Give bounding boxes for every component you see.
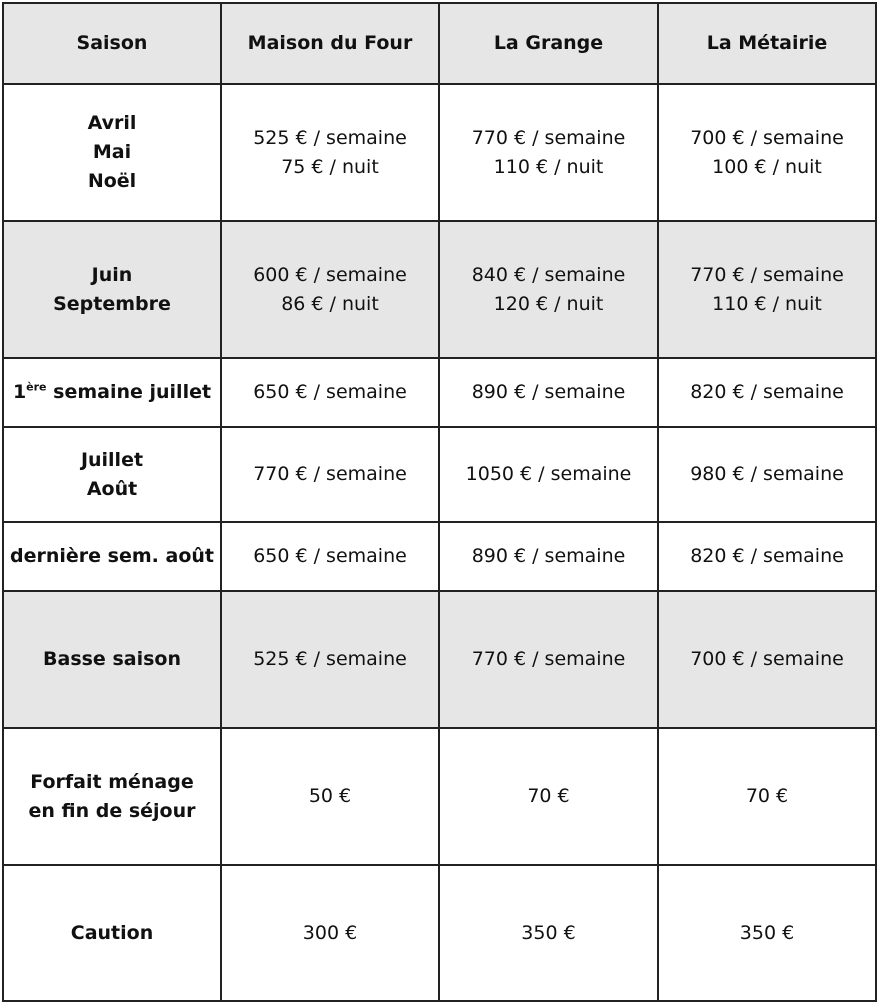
- season-line: Caution: [70, 921, 154, 944]
- price-cell-la-metairie: [658, 591, 876, 728]
- nightly-price: 75 € / nuit: [281, 155, 379, 178]
- nightly-price: 110 € / nuit: [493, 155, 604, 178]
- deposit-cell-la-metairie: [658, 865, 876, 1001]
- fee-value: 70 €: [527, 785, 570, 807]
- price-cell-maison-du-four: [221, 84, 439, 221]
- price-cell-la-grange: [439, 221, 658, 358]
- season-line: en fin de séjour: [28, 799, 196, 822]
- price-cell-la-grange: [439, 427, 658, 522]
- price-cell-maison-du-four: [221, 522, 439, 591]
- season-line: Avril: [87, 112, 137, 134]
- weekly-price: 700 € / semaine: [690, 126, 844, 149]
- season-line: Septembre: [53, 292, 171, 315]
- season-line: Basse saison: [43, 648, 181, 670]
- price-cell-la-grange: [439, 522, 658, 591]
- table-row: [3, 221, 876, 358]
- season-cell: [3, 865, 221, 1001]
- season-label: semaine juillet: [46, 381, 212, 403]
- deposit-cell-maison-du-four: [221, 865, 439, 1001]
- weekly-price: 770 € / semaine: [253, 463, 407, 485]
- nightly-price: 100 € / nuit: [712, 155, 822, 178]
- season-cell: [3, 427, 221, 522]
- weekly-price: 600 € / semaine: [253, 263, 407, 286]
- price-cell-la-grange: [439, 84, 658, 221]
- season-ordinal-suffix: ère: [26, 380, 47, 394]
- weekly-price: 890 € / semaine: [471, 381, 626, 403]
- pricing-table: [2, 2, 877, 1002]
- price-cell-la-metairie: [658, 427, 876, 522]
- deposit-cell-la-grange: [439, 865, 658, 1001]
- table-row: [3, 522, 876, 591]
- weekly-price: 650 € / semaine: [253, 545, 407, 567]
- weekly-price: 770 € / semaine: [471, 126, 626, 149]
- weekly-price: 820 € / semaine: [690, 545, 844, 567]
- price-cell-la-metairie: [658, 84, 876, 221]
- header-maison-du-four: Maison du Four: [221, 3, 439, 84]
- season-cell: [3, 522, 221, 591]
- price-cell-la-metairie: [658, 221, 876, 358]
- weekly-price: 770 € / semaine: [690, 263, 844, 286]
- price-cell-la-grange: [439, 358, 658, 427]
- table-row: [3, 84, 876, 221]
- table-row: [3, 358, 876, 427]
- fee-value: 50 €: [308, 785, 352, 807]
- table-row: [3, 591, 876, 728]
- nightly-price: 120 € / nuit: [493, 292, 604, 315]
- price-cell-maison-du-four: [221, 358, 439, 427]
- weekly-price: 980 € / semaine: [690, 463, 844, 485]
- price-cell-la-metairie: [658, 522, 876, 591]
- fee-cell-la-grange: [439, 728, 658, 865]
- header-la-metairie: La Métairie: [658, 3, 876, 84]
- season-cell: [3, 591, 221, 728]
- price-cell-la-metairie: [658, 358, 876, 427]
- fee-value: 70 €: [745, 785, 789, 807]
- header-la-grange: La Grange: [439, 3, 658, 84]
- price-cell-la-grange: [439, 591, 658, 728]
- weekly-price: 525 € / semaine: [253, 648, 407, 670]
- weekly-price: 840 € / semaine: [471, 263, 626, 286]
- season-cell: [3, 728, 221, 865]
- fee-cell-la-metairie: [658, 728, 876, 865]
- season-ordinal: 1: [12, 381, 27, 403]
- table-row: [3, 427, 876, 522]
- nightly-price: 110 € / nuit: [712, 292, 822, 315]
- weekly-price: 770 € / semaine: [471, 648, 626, 670]
- price-cell-maison-du-four: [221, 221, 439, 358]
- season-line: Août: [86, 477, 138, 500]
- table-row: [3, 865, 876, 1001]
- season-line: Noël: [87, 170, 137, 192]
- season-line: dernière sem. août: [10, 545, 214, 567]
- season-line: Juin: [91, 263, 133, 286]
- fee-cell-maison-du-four: [221, 728, 439, 865]
- season-line: Juillet: [80, 448, 144, 471]
- season-cell: [3, 84, 221, 221]
- season-cell: [3, 221, 221, 358]
- weekly-price: 890 € / semaine: [471, 545, 626, 567]
- weekly-price: 1050 € / semaine: [465, 463, 632, 485]
- season-line: Forfait ménage: [30, 770, 194, 793]
- deposit-value: 300 €: [302, 921, 358, 944]
- price-cell-maison-du-four: [221, 427, 439, 522]
- header-season: Saison: [3, 3, 221, 84]
- weekly-price: 650 € / semaine: [253, 381, 407, 403]
- table-row: [3, 728, 876, 865]
- nightly-price: 86 € / nuit: [281, 292, 379, 315]
- season-line: Mai: [92, 141, 132, 163]
- price-cell-maison-du-four: [221, 591, 439, 728]
- season-cell: [3, 358, 221, 427]
- weekly-price: 525 € / semaine: [253, 126, 407, 149]
- weekly-price: 820 € / semaine: [690, 381, 844, 403]
- deposit-value: 350 €: [521, 921, 576, 944]
- header-row: [3, 3, 876, 84]
- deposit-value: 350 €: [739, 921, 795, 944]
- weekly-price: 700 € / semaine: [690, 648, 844, 670]
